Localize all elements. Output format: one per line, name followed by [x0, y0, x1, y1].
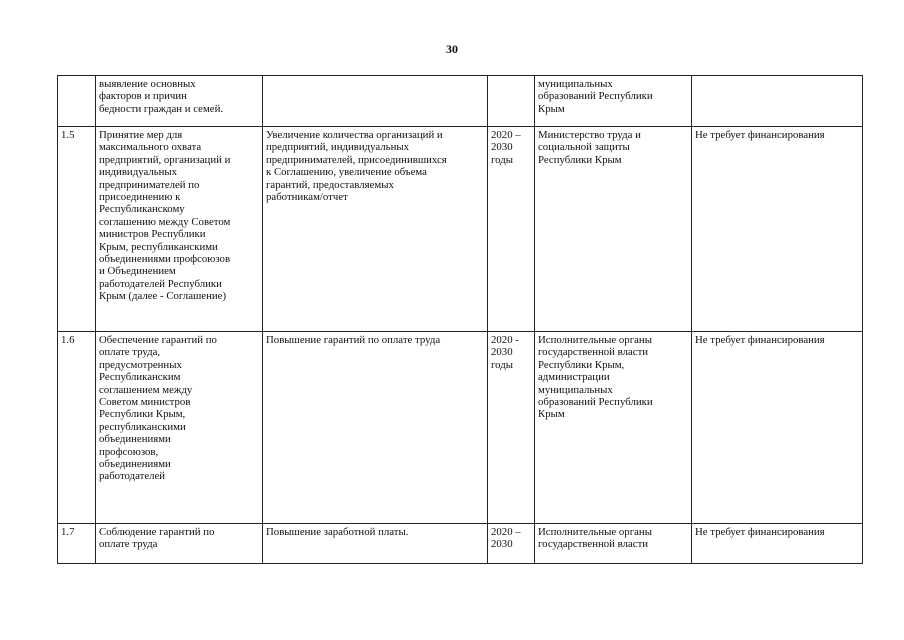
cell-term: 2020 - 2030 годы: [488, 332, 535, 524]
cell-financing: [692, 76, 863, 127]
page-number: 30: [446, 42, 458, 56]
cell-event: выявление основных факторов и причин бедности граждан и семей.: [96, 76, 263, 127]
table-row: [58, 332, 863, 524]
cell-result: [263, 76, 488, 127]
cell-term: 2020 – 2030 годы: [488, 127, 535, 332]
cell-executor: Министерство труда и социальной защиты Республики Крым: [535, 127, 692, 332]
cell-financing: Не требует финансирования: [692, 332, 863, 524]
cell-result: Повышение гарантий по оплате труда: [263, 332, 488, 524]
cell-number: 1.5: [58, 127, 96, 332]
table-row: [58, 127, 863, 332]
cell-number: 1.6: [58, 332, 96, 524]
cell-event: Обеспечение гарантий по оплате труда, предусмотренных Республиканским соглашением между Советом министров Республики Крым, республиканскими объединениями профсоюзов, объединениями работодателей: [96, 332, 263, 524]
cell-result: Увеличение количества организаций и предприятий, индивидуальных предпринимателей, присоединившихся к Соглашению, увеличение объема гарантий, предоставляемых работникам/отчет: [263, 127, 488, 332]
cell-event: Соблюдение гарантий по оплате труда: [96, 524, 263, 564]
cell-executor: муниципальных образований Республики Крым: [535, 76, 692, 127]
cell-term: [488, 76, 535, 127]
table-row: [58, 524, 863, 564]
cell-result: Повышение заработной платы.: [263, 524, 488, 564]
cell-executor: Исполнительные органы государственной власти Республики Крым, администрации муниципальных образований Республики Крым: [535, 332, 692, 524]
cell-term: 2020 – 2030: [488, 524, 535, 564]
cell-number: 1.7: [58, 524, 96, 564]
cell-event: Принятие мер для максимального охвата предприятий, организаций и индивидуальных предпринимателей по присоединению к Республиканскому соглашению между Советом министров Республики Крым, республиканскими объединениями профсоюзов и Объединением работодателей Республики Крым (далее - Соглашение): [96, 127, 263, 332]
cell-financing: Не требует финансирования: [692, 524, 863, 564]
measures-table: [57, 75, 863, 564]
table-row: [58, 76, 863, 127]
cell-financing: Не требует финансирования: [692, 127, 863, 332]
cell-executor: Исполнительные органы государственной власти: [535, 524, 692, 564]
cell-number: [58, 76, 96, 127]
